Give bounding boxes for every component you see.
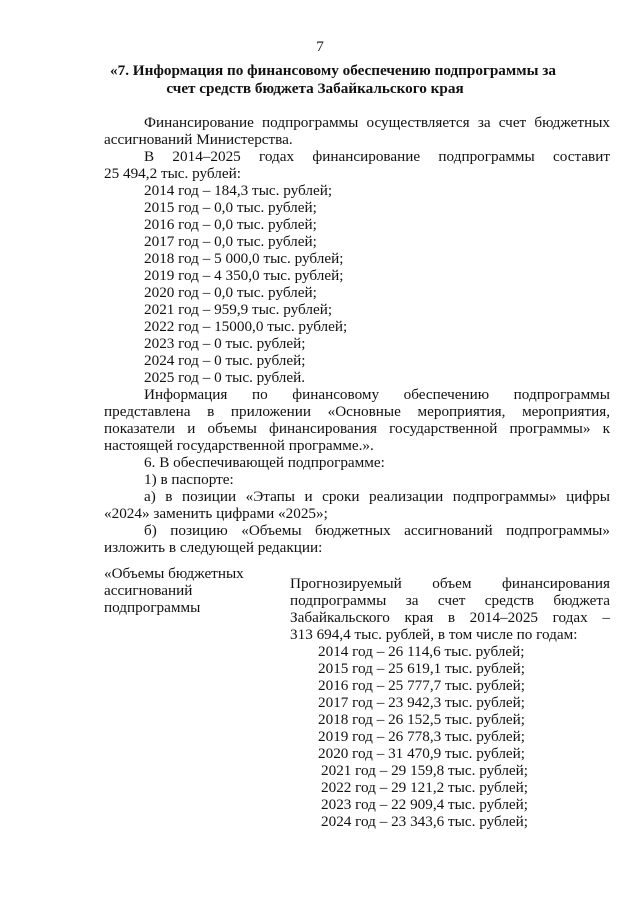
table-year-line: 2024 год – 23 343,6 тыс. рублей; [321,813,529,830]
paragraph-line: настоящей государственной программе.». [104,437,374,454]
paragraph-line: б) позицию «Объемы бюджетных ассигнований подпрограммы» [144,522,610,539]
year-line: 2015 год – 0,0 тыс. рублей; [144,199,317,216]
heading-line: «7. Информация по финансовому обеспечению подпрограммы за [110,62,556,79]
paragraph-line: В 2014–2025 годах финансирование подпрограммы составит [144,148,610,165]
table-year-line: 2021 год – 29 159,8 тыс. рублей; [321,762,529,779]
table-text-line: Забайкальского края в 2014–2025 годах – [290,609,610,626]
year-line: 2024 год – 0 тыс. рублей; [144,352,306,369]
document-body [104,114,610,556]
year-line: 2014 год – 184,3 тыс. рублей; [144,182,333,199]
paragraph-line: 25 494,2 тыс. рублей: [104,165,241,182]
table-label-line: «Объемы бюджетных [104,565,244,582]
passport-table [104,565,610,835]
year-line: 2022 год – 15000,0 тыс. рублей; [144,318,348,335]
paragraph-line: показатели и объемы финансирования государственной программы» к [104,420,610,437]
year-line: 2017 год – 0,0 тыс. рублей; [144,233,317,250]
page-number: 7 [316,38,324,55]
paragraph-line: Финансирование подпрограммы осуществляется за счет бюджетных [144,114,610,131]
table-label-line: подпрограммы [104,599,201,616]
table-text-line: Прогнозируемый объем финансирования [290,575,610,592]
year-line: 2019 год – 4 350,0 тыс. рублей; [144,267,344,284]
list-item: 6. В обеспечивающей подпрограмме: [144,454,385,471]
heading-line: счет средств бюджета Забайкальского края [166,80,464,97]
table-left-cell [104,565,274,616]
paragraph-line: изложить в следующей редакции: [104,539,323,556]
list-item: 1) в паспорте: [144,471,234,488]
paragraph-line: а) в позиции «Этапы и сроки реализации подпрограммы» цифры [144,488,610,505]
table-year-line: 2014 год – 26 114,6 тыс. рублей; [318,643,525,660]
year-line: 2023 год – 0 тыс. рублей; [144,335,306,352]
table-year-line: 2023 год – 22 909,4 тыс. рублей; [321,796,529,813]
table-year-line: 2016 год – 25 777,7 тыс. рублей; [318,677,526,694]
table-right-cell [290,575,610,830]
table-year-line: 2022 год – 29 121,2 тыс. рублей; [321,779,529,796]
paragraph-line: «2024» заменить цифрами «2025»; [104,505,328,522]
table-label-line: ассигнований [104,582,193,599]
paragraph-line: Информация по финансовому обеспечению подпрограммы [144,386,610,403]
year-line: 2020 год – 0,0 тыс. рублей; [144,284,317,301]
paragraph-line: ассигнований Министерства. [104,131,293,148]
year-line: 2021 год – 959,9 тыс. рублей; [144,301,333,318]
table-text-line: подпрограммы за счет средств бюджета [290,592,610,609]
paragraph-line: представлена в приложении «Основные мероприятия, мероприятия, [104,403,610,420]
table-year-line: 2017 год – 23 942,3 тыс. рублей; [318,694,526,711]
table-year-line: 2015 год – 25 619,1 тыс. рублей; [318,660,526,677]
section-heading [110,62,556,98]
year-line: 2016 год – 0,0 тыс. рублей; [144,216,317,233]
table-text-line: 313 694,4 тыс. рублей, в том числе по годам: [290,626,578,643]
table-year-line: 2018 год – 26 152,5 тыс. рублей; [318,711,526,728]
table-year-line: 2019 год – 26 778,3 тыс. рублей; [318,728,526,745]
year-line: 2025 год – 0 тыс. рублей. [144,369,306,386]
year-line: 2018 год – 5 000,0 тыс. рублей; [144,250,344,267]
table-year-line: 2020 год – 31 470,9 тыс. рублей; [318,745,526,762]
